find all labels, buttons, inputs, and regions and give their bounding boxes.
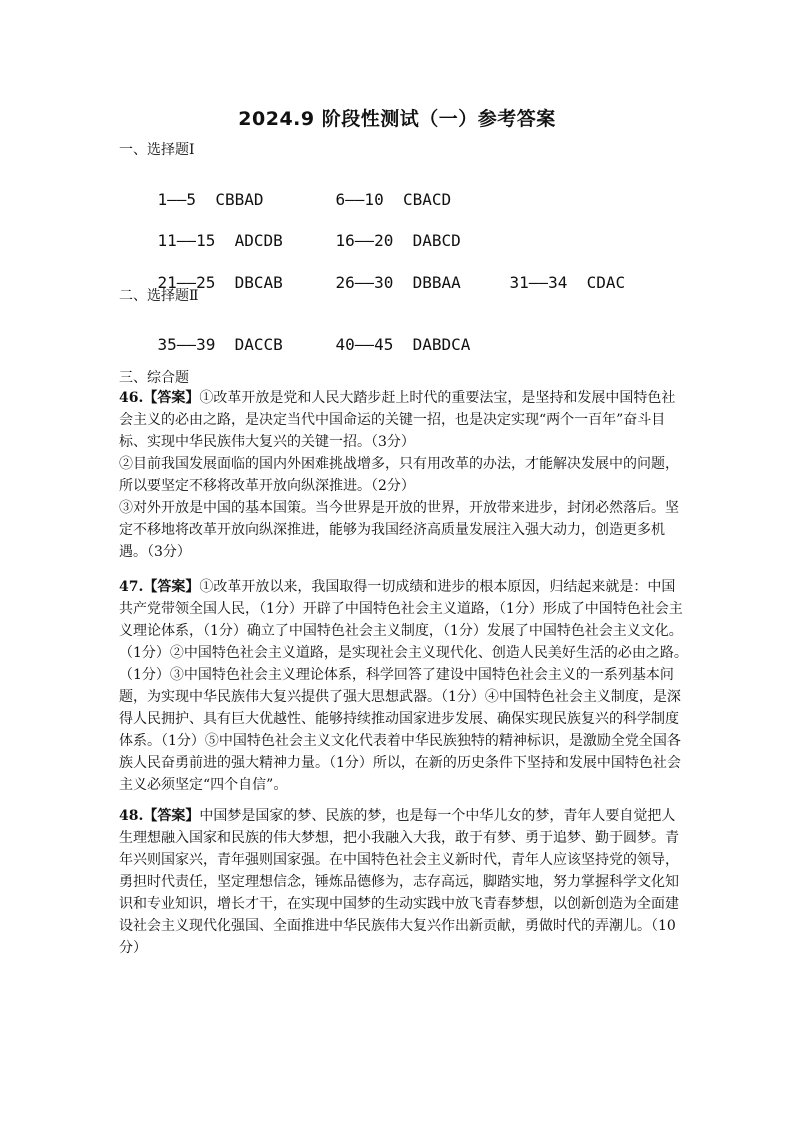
answer-47-label: 47.【答案】 [119, 579, 200, 595]
answer-46-point-2: ②目前我国发展面临的国内外困难挑战增多，只有用改革的办法，才能解决发展中的问题，所以要坚定不移将改革开放向纵深推进。（2分） [119, 456, 679, 494]
answer-group-11-15: 11——15 ADCDB [157, 231, 283, 250]
answer-group-16-20: 16——20 DABCD [335, 231, 461, 250]
section-heading-comprehensive: 三、综合题 [119, 370, 189, 386]
answer-group-31-34: 31——34 CDAC [509, 273, 626, 292]
answer-group-40-45: 40——45 DABDCA [335, 335, 471, 354]
answer-47-body: ①改革开放以来，我国取得一切成绩和进步的根本原因，归结起来就是：中国共产党带领全国人民，（1分）开辟了中国特色社会主义道路，（1分）形成了中国特色社会主义理论体系，（1分）确立了中国特色社会主义制度，（1分）发展了中国特色社会主义文化。（1分）②中国特色社会主义道路，是实现社会主义现代化、创造人民美好生活的必由之路。（1分）③中国特色社会主义理论体系，科学回答了建设中国特色社会主义的一系列基本问题，为实现中华民族伟大复兴提供了强大思想武器。（1分）④中国特色社会主义制度，是深得人民拥护、具有巨大优越性、能够持续推动国家进步发展、确保实现民族复兴的科学制度体系。（1分）⑤中国特色社会主义文化代表着中华民族独特的精神标识，是激励全党全国各族人民奋勇前进的强大精神力量。（1分）所以，在新的历史条件下坚持和发展中国特色社会主义必须坚定“四个自信”。 [119, 579, 688, 793]
answer-group-1-5: 1——5 CBBAD [157, 190, 264, 209]
answer-48 [119, 805, 689, 959]
section-heading-choice-1: 一、选择题Ⅰ [119, 142, 195, 158]
answer-46-point-3: ③对外开放是中国的基本国策。当今世界是开放的世界，开放带来进步，封闭必然落后。坚定不移地将改革开放向纵深推进，能够为我国经济高质量发展注入强大动力，创造更多机遇。（3分） [119, 500, 679, 560]
answer-48-body: 中国梦是国家的梦、民族的梦，也是每一个中华儿女的梦，青年人要自觉把人生理想融入国家和民族的伟大梦想，把小我融入大我，敢于有梦、勇于追梦、勤于圆梦。青年兴则国家兴，青年强则国家强。在中国特色社会主义新时代，青年人应该坚持党的领导，勇担时代责任，坚定理想信念，锤炼品德修为，志存高远，脚踏实地，努力掌握科学文化知识和专业知识，增长才干，在实现中国梦的生动实践中放飞青春梦想，以创新创造为全面建设社会主义现代化强国、全面推进中华民族伟大复兴作出新贡献，勇做时代的弄潮儿。（10分） [119, 808, 679, 956]
answer-46-point-1: ①改革开放是党和人民大踏步赶上时代的重要法宝，是坚持和发展中国特色社会主义的必由之路，是决定当代中国命运的关键一招，也是决定实现“两个一百年”奋斗目标、实现中华民族伟大复兴的关键一招。（3分） [119, 390, 676, 450]
answer-group-26-30: 26——30 DBBAA [335, 273, 461, 292]
page-title: 2024.9 阶段性测试（一）参考答案 [238, 108, 556, 130]
answer-group-35-39: 35——39 DACCB [157, 335, 283, 354]
answer-46 [119, 387, 689, 453]
answer-47 [119, 576, 689, 796]
answer-group-21-25: 21——25 DBCAB [157, 273, 283, 292]
answer-46-label: 46.【答案】 [119, 390, 200, 406]
answer-row-35-45 [119, 316, 470, 373]
answer-48-label: 48.【答案】 [119, 808, 200, 824]
answer-group-6-10: 6——10 CBACD [335, 190, 452, 209]
section-heading-choice-2: 二、选择题Ⅱ [119, 288, 199, 304]
